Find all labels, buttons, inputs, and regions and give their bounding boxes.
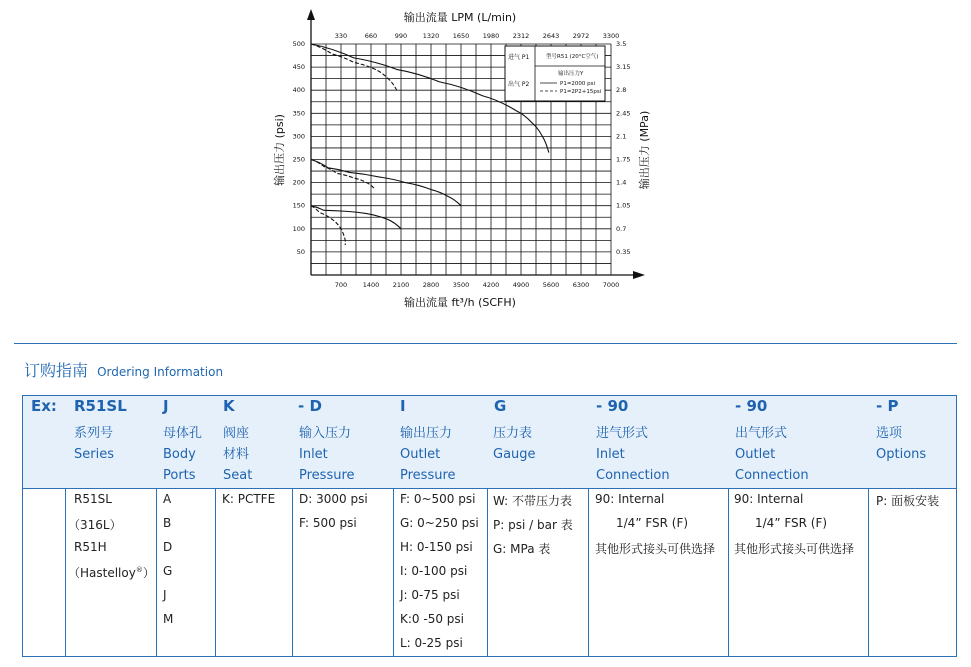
port-value: B xyxy=(163,516,172,530)
option-value: P: 面板安装 xyxy=(876,494,940,508)
x-bottom-tick-label: 3500 xyxy=(452,281,470,289)
chart-top-title: 输出流量 LPM (L/min) xyxy=(403,11,517,24)
header-seat: 阀座 材料 Seat xyxy=(223,426,253,483)
ordering-table xyxy=(22,395,957,657)
series-value: R51H xyxy=(74,540,107,554)
code-gauge: G xyxy=(494,397,507,415)
x-top-tick-label: 330 xyxy=(334,32,348,40)
chart-right-ylabel: 输出压力 (MPa) xyxy=(638,110,651,190)
code-ports: J xyxy=(163,397,169,415)
y-right-tick-label: 1.05 xyxy=(616,201,631,210)
series-value: R51SL xyxy=(74,492,112,506)
code-outlet-conn: - 90 xyxy=(735,397,768,415)
y-right-tick-label: 2.8 xyxy=(616,86,627,95)
chart-legend xyxy=(505,46,605,101)
y-right-tick-label: 3.5 xyxy=(616,40,627,48)
inlet-pressure-value: D: 3000 psi xyxy=(299,492,368,506)
outlet-pressure-value: G: 0~250 psi xyxy=(400,516,479,530)
port-value: M xyxy=(163,612,174,626)
ordering-title-en: Ordering Information xyxy=(97,365,224,379)
dashed-curve xyxy=(311,206,345,245)
x-top-tick-label: 990 xyxy=(394,32,408,40)
outlet-pressure-value: I: 0-100 psi xyxy=(400,564,468,578)
column-divider xyxy=(292,488,293,656)
y-right-tick-label: 0.7 xyxy=(616,224,627,233)
y-left-tick-label: 100 xyxy=(292,224,305,233)
code-ex: Ex: xyxy=(31,397,57,415)
port-value: D xyxy=(163,540,173,554)
legend-inlet: 进气 P1 xyxy=(508,54,530,61)
series-value-hastelloy: （Hastelloy®） xyxy=(68,566,155,580)
x-bottom-tick-label: 700 xyxy=(334,281,348,289)
outlet-pressure-value: H: 0-150 psi xyxy=(400,540,473,554)
y-left-tick-label: 50 xyxy=(296,247,305,256)
y-left-tick-label: 150 xyxy=(292,201,305,210)
outlet-pressure-value: L: 0-25 psi xyxy=(400,636,463,650)
inlet-connection-value: 90: Internal xyxy=(595,492,665,506)
header-outlet-pressure: 输出压力 Outlet Pressure xyxy=(400,426,456,483)
x-top-tick-label: 3300 xyxy=(602,32,620,40)
inlet-connection-value: 1/4” FSR (F) xyxy=(616,516,689,530)
column-divider xyxy=(393,488,394,656)
outlet-pressure-value: F: 0~500 psi xyxy=(400,492,476,506)
port-value: J xyxy=(163,588,167,602)
x-bottom-tick-label: 2100 xyxy=(392,281,410,289)
header-inlet-pressure: 输入压力 Inlet Pressure xyxy=(299,426,355,483)
code-series: R51SL xyxy=(74,397,127,415)
port-value: A xyxy=(163,492,172,506)
y-right-tick-label: 2.45 xyxy=(616,109,631,118)
outlet-connection-value: 90: Internal xyxy=(734,492,804,506)
x-bottom-tick-label: 5600 xyxy=(542,281,560,289)
legend-solid: P1=2000 psi xyxy=(560,81,596,87)
header-inlet-connection: 进气形式 Inlet Connection xyxy=(596,426,670,483)
y-right-tick-label: 0.35 xyxy=(616,247,631,256)
header-gauge: 压力表 Gauge xyxy=(493,426,536,462)
x-bottom-tick-label: 6300 xyxy=(572,281,590,289)
ordering-title-zh: 订购指南 xyxy=(24,361,89,380)
x-axis-arrow xyxy=(633,271,645,279)
y-left-tick-label: 200 xyxy=(292,178,305,187)
y-left-tick-label: 400 xyxy=(292,86,305,95)
ordering-section-title xyxy=(24,358,223,381)
outlet-pressure-value: K:0 -50 psi xyxy=(400,612,464,626)
x-top-tick-label: 2643 xyxy=(542,32,560,40)
inlet-pressure-value: F: 500 psi xyxy=(299,516,357,530)
x-bottom-tick-label: 7000 xyxy=(602,281,620,289)
column-divider xyxy=(65,488,66,656)
column-divider xyxy=(728,488,729,656)
x-top-tick-label: 1320 xyxy=(422,32,440,40)
y-left-tick-label: 300 xyxy=(292,132,305,141)
inlet-connection-value: 其他形式接头可供选择 xyxy=(595,542,716,556)
y-right-tick-label: 3.15 xyxy=(616,63,631,72)
column-divider xyxy=(487,488,488,656)
gauge-value: P: psi / bar 表 xyxy=(493,518,573,532)
seat-value: K: PCTFE xyxy=(222,492,276,506)
column-divider xyxy=(215,488,216,656)
outlet-connection-value: 1/4” FSR (F) xyxy=(755,516,828,530)
port-value: G xyxy=(163,564,173,578)
outlet-pressure-value: J: 0-75 psi xyxy=(400,588,460,602)
y-left-tick-label: 250 xyxy=(292,155,305,164)
code-outlet: I xyxy=(400,397,406,415)
x-top-tick-label: 1650 xyxy=(452,32,470,40)
chart-left-ylabel: 输出压力 (psi) xyxy=(273,114,286,186)
column-divider xyxy=(588,488,589,656)
chart-bottom-title: 输出流量 ft³/h (SCFH) xyxy=(404,296,516,309)
y-left-tick-label: 450 xyxy=(292,63,305,72)
code-inlet: - D xyxy=(298,397,322,415)
y-left-tick-label: 350 xyxy=(292,109,305,118)
legend-model: 型号R51 (20°C空气) xyxy=(546,54,599,60)
outlet-connection-value: 其他形式接头可供选择 xyxy=(734,542,855,556)
series-value: （316L） xyxy=(68,518,122,532)
header-body-ports: 母体孔 Body Ports xyxy=(163,426,203,483)
header-outlet-connection: 出气形式 Outlet Connection xyxy=(735,426,809,483)
x-top-tick-label: 2972 xyxy=(572,32,590,40)
legend-outlet: 出气 P2 xyxy=(508,81,530,88)
x-bottom-tick-label: 2800 xyxy=(422,281,440,289)
x-top-tick-label: 660 xyxy=(364,32,378,40)
y-axis-arrow xyxy=(307,9,315,20)
section-divider xyxy=(14,343,957,344)
x-top-tick-label: 1980 xyxy=(482,32,500,40)
y-right-tick-label: 1.4 xyxy=(616,178,627,187)
y-left-tick-label: 500 xyxy=(292,40,305,48)
x-bottom-tick-label: 1400 xyxy=(362,281,380,289)
y-right-tick-label: 1.75 xyxy=(616,155,631,164)
x-bottom-tick-label: 4900 xyxy=(512,281,530,289)
column-divider xyxy=(868,488,869,656)
header-series: 系列号 Series xyxy=(74,426,114,462)
header-options: 选项 Options xyxy=(876,426,927,462)
legend-dashed: P1=2P2+15psi xyxy=(560,89,602,95)
code-options: - P xyxy=(876,397,899,415)
code-seat: K xyxy=(223,397,235,415)
gauge-value: W: 不带压力表 xyxy=(493,494,573,508)
code-inlet-conn: - 90 xyxy=(596,397,629,415)
gauge-value: G: MPa 表 xyxy=(493,542,551,556)
y-right-tick-label: 2.1 xyxy=(616,132,627,141)
legend-output-pressure: 输出压力Y xyxy=(558,71,584,77)
x-top-tick-label: 2312 xyxy=(512,32,530,40)
column-divider xyxy=(156,488,157,656)
x-bottom-tick-label: 4200 xyxy=(482,281,500,289)
